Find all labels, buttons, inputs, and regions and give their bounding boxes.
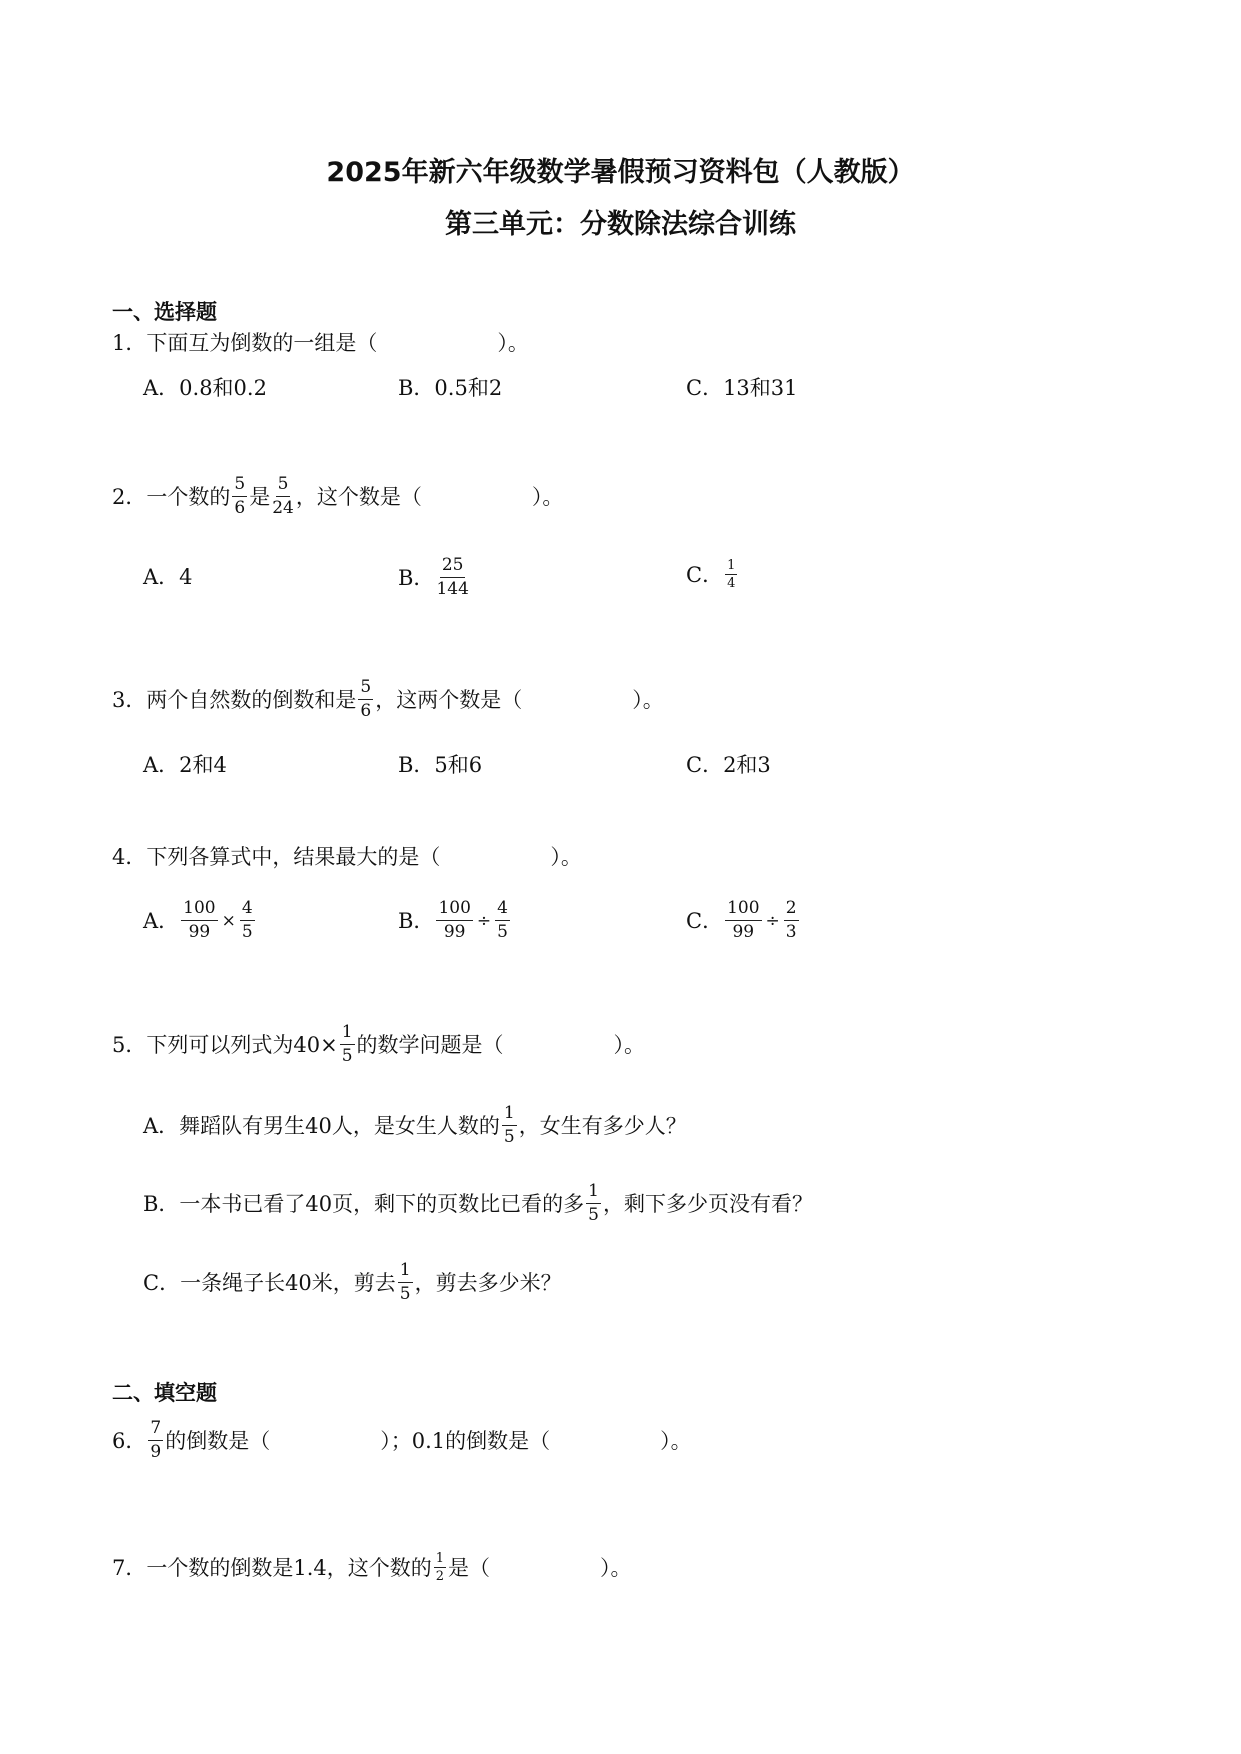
fraction-100-99 [436,900,472,941]
q1-option-a[interactable]: A．0.8和0.2 [143,376,267,400]
numerator: 100 [181,900,217,921]
q2-option-b[interactable] [398,557,471,598]
divide-operator: ÷ [476,910,492,931]
denominator: 5 [399,1284,411,1304]
option-text: ，剪去多少米？ [414,1270,562,1295]
denominator: 99 [188,922,211,942]
fraction-1-5 [502,1105,517,1146]
section-heading-fill: 二、填空题 [112,1381,217,1405]
q4-option-a[interactable] [143,900,257,941]
denominator: 5 [241,922,253,942]
denominator: 6 [360,701,372,721]
denominator: 5 [497,922,508,942]
numerator: 5 [358,679,373,700]
denominator: 5 [503,1127,515,1147]
denominator: 3 [785,922,797,942]
numerator: 25 [440,557,466,578]
question-6-text-1: 的倒数是（ [165,1428,271,1453]
q4-option-b[interactable] [398,900,512,941]
q3-option-a[interactable]: A．2和4 [143,753,227,777]
fraction-100-99 [181,900,217,941]
q1-option-c[interactable]: C．13和31 [686,376,798,400]
question-6-number: 6． [112,1428,147,1453]
question-2-text-2: 是 [249,484,271,509]
option-text: ，剩下多少页没有看？ [602,1191,813,1216]
denominator: 99 [732,922,755,942]
option-text: ，女生有多少人？ [518,1113,687,1138]
fraction-25-144 [436,557,468,598]
denominator: 144 [436,579,469,599]
numerator: 4 [240,900,255,921]
question-1-stem: 1．下面互为倒数的一组是（ [112,331,378,355]
numerator: 100 [725,900,761,921]
question-7-tail: ）。 [600,1555,632,1580]
fraction-5-6 [358,679,373,720]
page-subtitle: 第三单元：分数除法综合训练 [445,209,796,240]
fraction-2-3 [784,900,799,941]
fraction-1-5 [586,1183,601,1224]
denominator: 5 [341,1046,353,1066]
fraction-1-5 [398,1262,413,1303]
question-6 [112,1420,692,1461]
numerator: 1 [435,1551,445,1566]
denominator: 5 [588,1205,599,1225]
numerator: 2 [784,900,799,921]
denominator: 2 [435,1569,445,1584]
question-7-text-2: 是（ [448,1555,491,1580]
denominator: 24 [272,498,294,518]
q4-option-c[interactable] [686,900,801,941]
page-title: 2025年新六年级数学暑假预习资料包（人教版） [326,157,915,188]
section-heading-choice: 一、选择题 [112,300,217,324]
numerator: 5 [232,476,247,497]
question-7 [112,1552,632,1583]
q2-option-c[interactable] [686,559,739,590]
option-label: C． [686,908,724,933]
question-5 [112,1024,645,1065]
denominator: 99 [443,922,466,942]
q2-option-a[interactable]: A．4 [143,565,193,589]
question-3 [112,679,664,720]
question-4-tail: ）。 [550,845,582,869]
question-6-text-2: ）；0.1的倒数是（ [380,1428,551,1453]
fraction-1-4 [725,559,737,590]
q5-option-c[interactable] [143,1262,562,1303]
denominator: 6 [234,498,246,518]
numerator: 1 [502,1105,517,1126]
question-2-text-3: ，这个数是（ [295,484,422,509]
fraction-5-24 [272,476,294,517]
q5-option-a[interactable] [143,1105,687,1146]
numerator: 5 [276,476,291,497]
option-label: B． [398,565,435,590]
option-label: C． [686,562,724,587]
question-2 [112,476,563,517]
numerator: 1 [340,1024,355,1045]
q5-option-b[interactable] [143,1183,813,1224]
numerator: 7 [148,1420,163,1441]
fraction-1-2 [434,1552,446,1583]
fraction-100-99 [725,900,761,941]
question-5-text-1: 5．下列可以列式为40× [112,1032,338,1057]
option-text: B．一本书已看了40页，剩下的页数比已看的多 [143,1191,585,1216]
question-1 [112,328,529,358]
question-1-tail: ）。 [497,331,529,355]
question-2-tail: ）。 [531,484,564,509]
option-label: A． [143,908,180,933]
option-text: C．一条绳子长40米，剪去 [143,1270,396,1295]
option-label: B． [398,908,435,933]
denominator: 9 [150,1442,162,1462]
question-7-text-1: 7．一个数的倒数是1.4，这个数的 [112,1555,432,1580]
fraction-5-6 [232,476,247,517]
numerator: 1 [727,558,736,573]
question-3-tail: ）。 [632,687,664,712]
fraction-1-5 [340,1024,355,1065]
numerator: 4 [495,900,510,921]
question-3-text-2: ，这两个数是（ [375,687,523,712]
q1-option-b[interactable]: B．0.5和2 [398,376,503,400]
divide-operator: ÷ [765,910,780,931]
question-6-tail: ）。 [660,1428,692,1453]
fraction-4-5 [495,900,510,941]
question-3-text-1: 3．两个自然数的倒数和是 [112,687,357,712]
question-5-text-2: 的数学问题是（ [356,1032,504,1057]
numerator: 100 [436,900,472,921]
fraction-4-5 [240,900,255,941]
q3-option-c[interactable]: C．2和3 [686,753,771,777]
question-4 [112,842,582,872]
numerator: 1 [398,1262,413,1283]
denominator: 4 [727,576,736,591]
fraction-7-9 [148,1420,163,1461]
question-2-text-1: 2．一个数的 [112,484,231,509]
times-operator: × [221,910,236,931]
question-5-tail: ）。 [613,1032,646,1057]
numerator: 1 [586,1183,601,1204]
question-4-stem: 4．下列各算式中，结果最大的是（ [112,845,441,869]
option-text: A．舞蹈队有男生40人，是女生人数的 [143,1113,500,1138]
q3-option-b[interactable]: B．5和6 [398,753,483,777]
